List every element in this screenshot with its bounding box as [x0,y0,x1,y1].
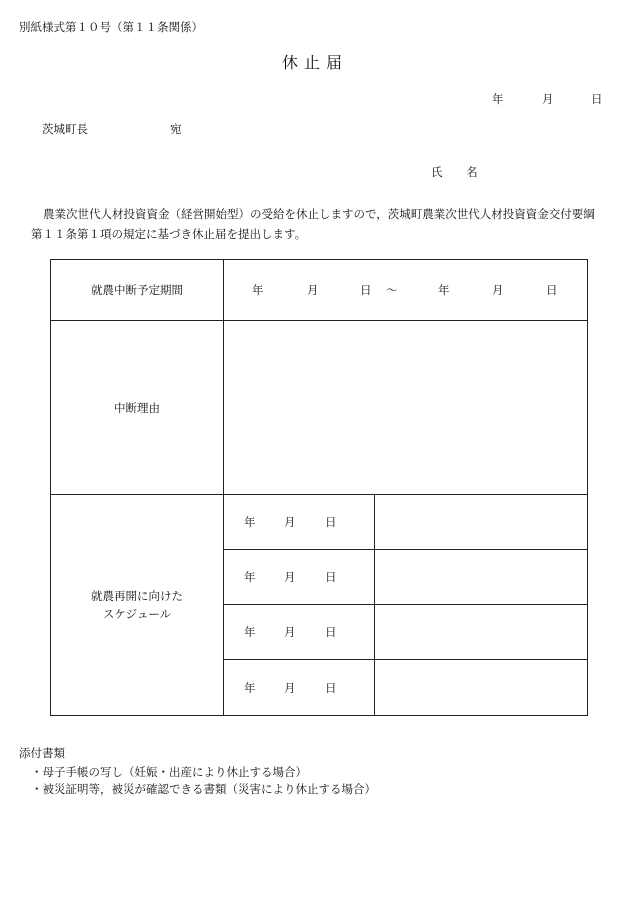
form-table [50,259,588,716]
schedule-year: 年 [244,625,256,639]
period-end-month: 月 [492,283,504,297]
schedule-month: 月 [284,570,296,584]
body-text: 農業次世代人材投資資金（経営開始型）の受給を休止しますので，茨城町農業次世代人材投資資金交付要綱第１１条第１項の規定に基づき休止届を提出します。 [31,207,595,241]
addressee-name: 茨城町長 [42,122,88,136]
period-start-month: 月 [307,283,319,297]
schedule-month: 月 [284,515,296,529]
schedule-content-input[interactable] [375,605,588,660]
schedule-label-line2: スケジュール [102,607,172,621]
schedule-date-input[interactable] [224,660,375,716]
schedule-date-input[interactable] [224,495,375,550]
form-number: 別紙様式第１０号（第１１条関係） [19,20,203,34]
reason-input[interactable] [224,321,588,495]
schedule-day: 日 [325,625,337,639]
period-start-day: 日 [360,283,372,297]
attachments-heading: 添付書類 [19,746,65,760]
schedule-month: 月 [284,625,296,639]
attachment-item: ・被災証明等，被災が確認できる書類（災害により休止する場合） [31,782,376,796]
date-day: 日 [591,92,603,106]
period-row [51,260,588,321]
period-input[interactable] [224,260,588,321]
schedule-date-input[interactable] [224,550,375,605]
schedule-year: 年 [244,570,256,584]
schedule-year: 年 [244,515,256,529]
date-year: 年 [492,92,504,106]
schedule-content-input[interactable] [375,495,588,550]
applicant-name-label: 氏 名 [431,165,488,179]
schedule-month: 月 [284,680,296,695]
date-month: 月 [542,92,554,106]
attachment-item: ・母子手帳の写し（妊娠・出産により休止する場合） [31,765,307,779]
period-end-day: 日 [546,283,558,297]
reason-row [51,321,588,495]
period-tilde: 〜 [386,283,398,297]
schedule-date-input[interactable] [224,605,375,660]
reason-label: 中断理由 [51,321,224,495]
addressee-suffix: 宛 [170,122,182,136]
period-end-year: 年 [438,283,450,297]
schedule-day: 日 [325,570,337,584]
schedule-row [51,495,588,550]
schedule-day: 日 [325,680,337,695]
period-label: 就農中断予定期間 [51,260,224,321]
period-start-year: 年 [252,283,264,297]
page-title: 休止届 [281,53,348,72]
schedule-label [51,495,224,716]
schedule-content-input[interactable] [375,550,588,605]
schedule-content-input[interactable] [375,660,588,716]
schedule-label-line1: 就農再開に向けた [91,589,183,603]
schedule-year: 年 [244,680,256,695]
schedule-day: 日 [325,515,337,529]
